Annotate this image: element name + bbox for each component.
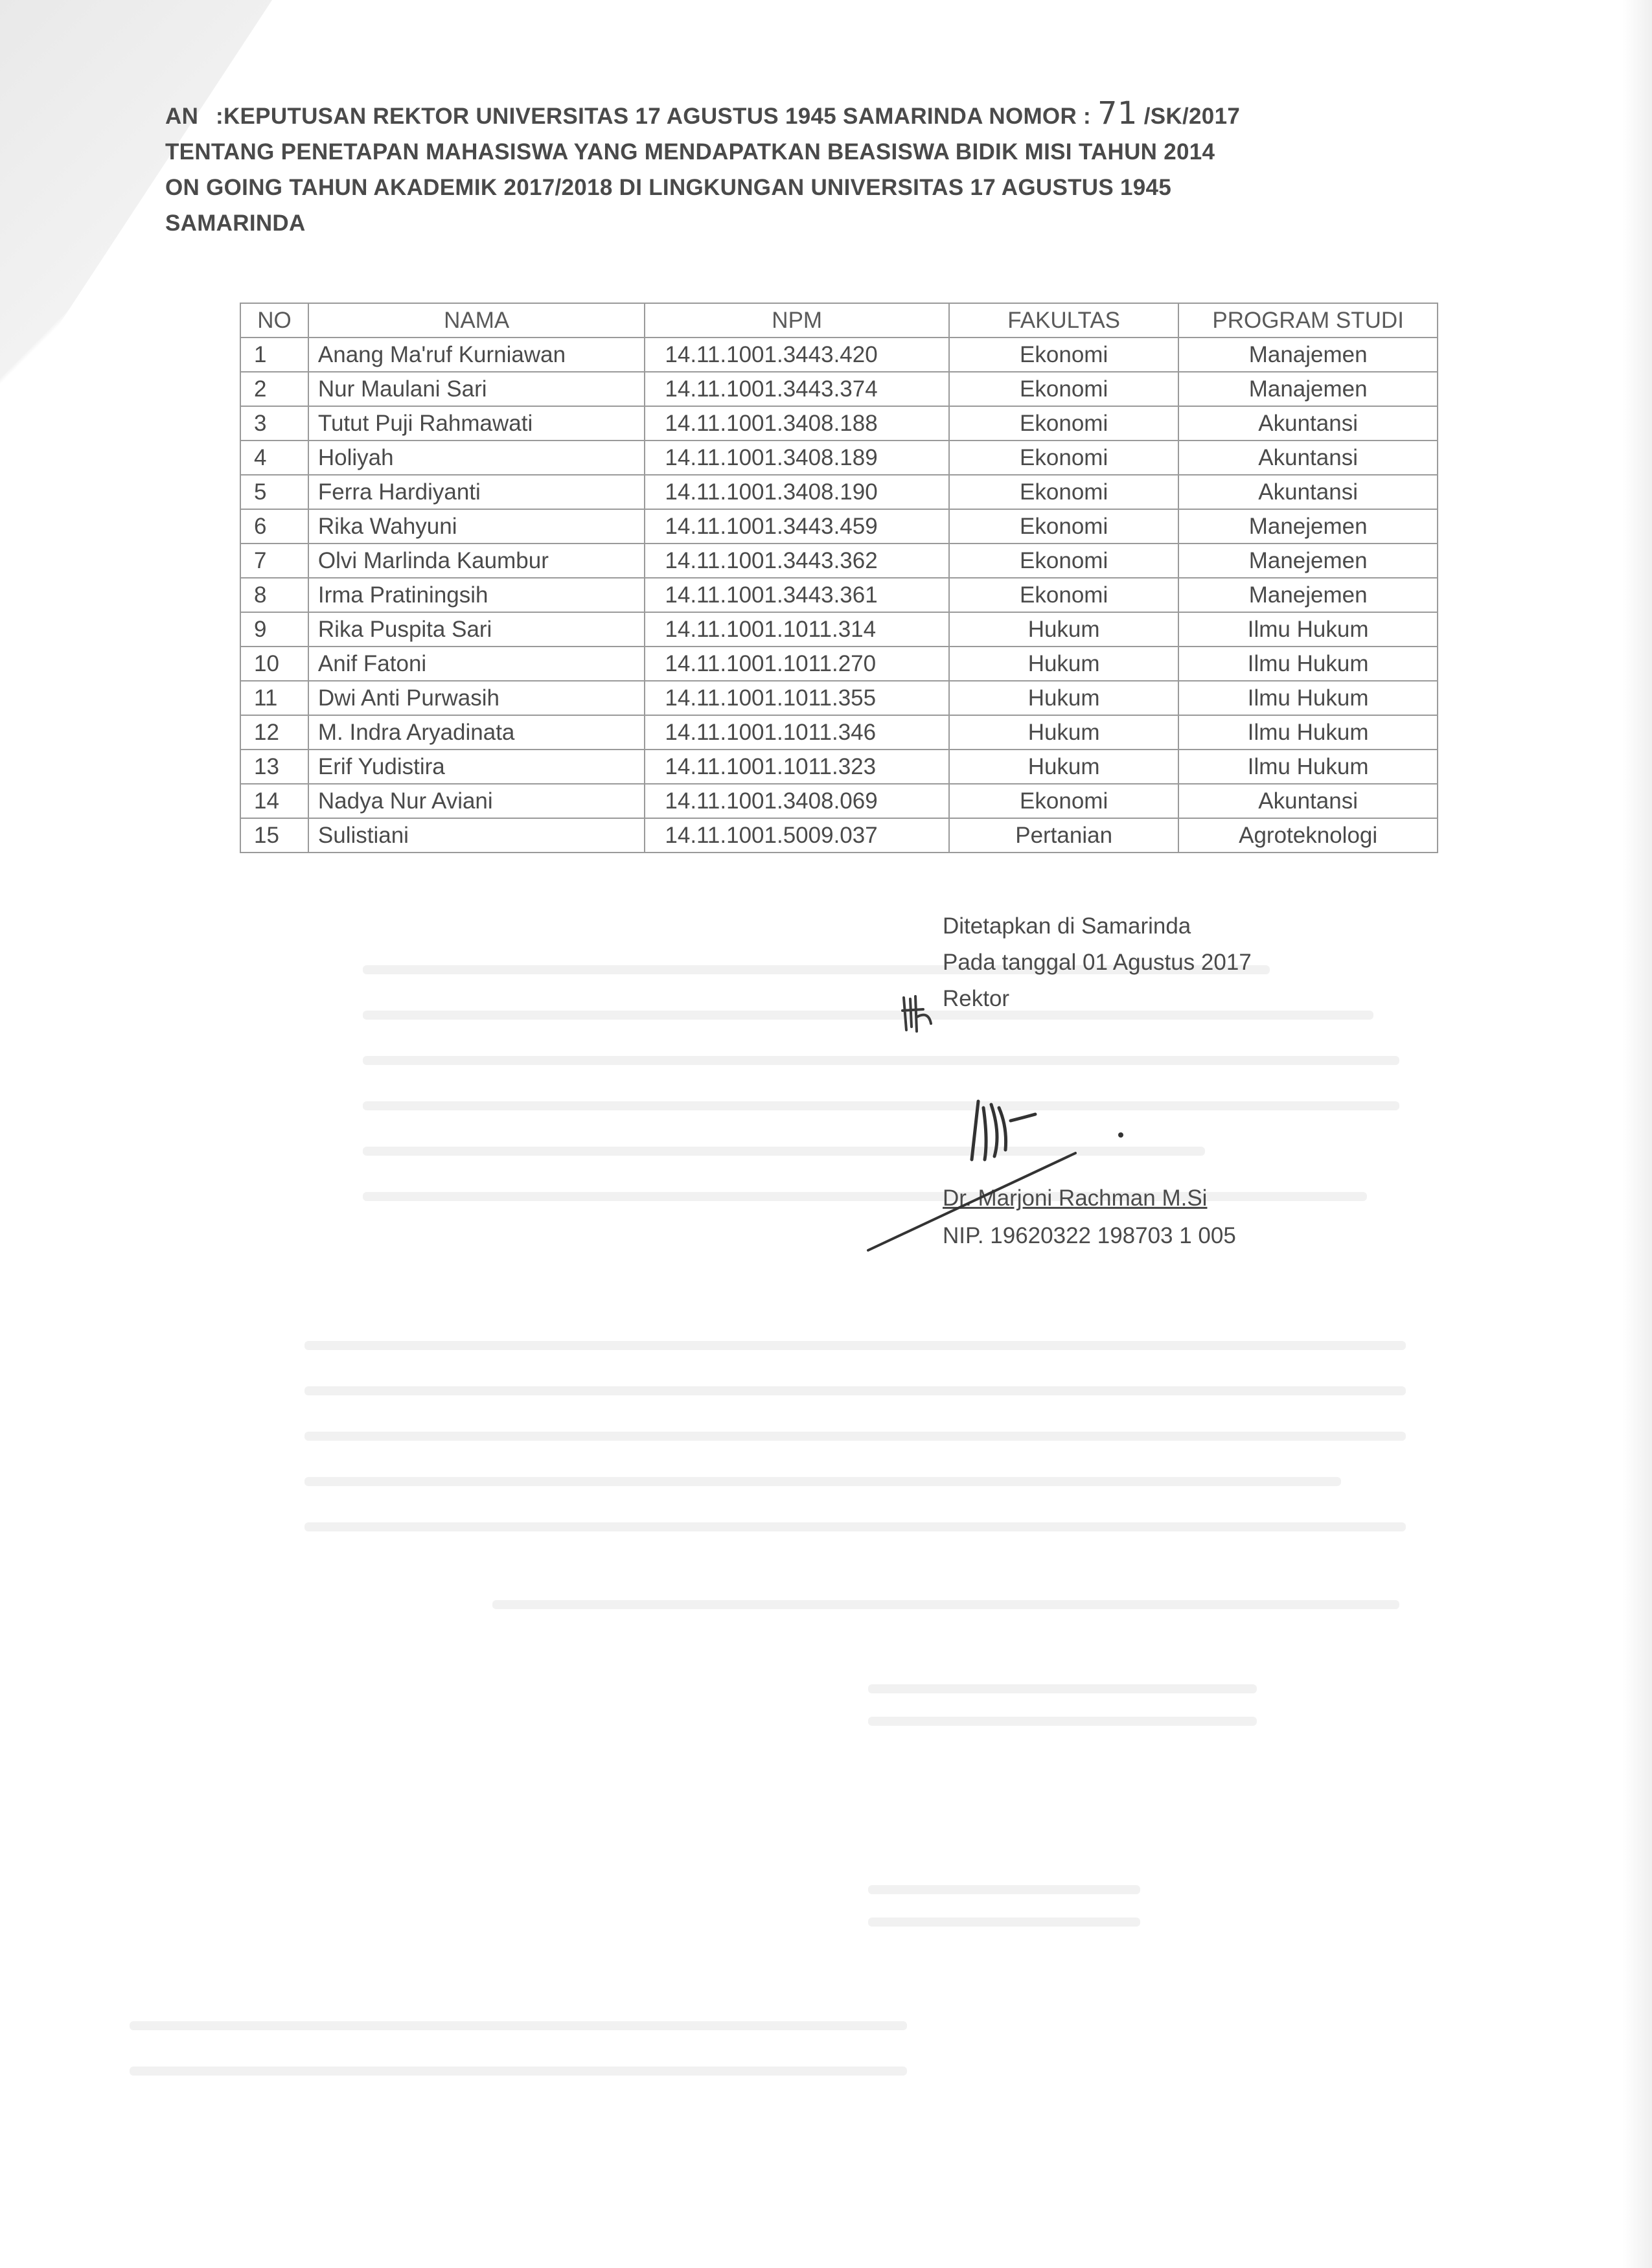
heading-line-4: SAMARINDA bbox=[165, 211, 306, 236]
cell-fakultas: Ekonomi bbox=[949, 784, 1178, 818]
cell-no: 3 bbox=[240, 406, 308, 441]
cell-nama: Nur Maulani Sari bbox=[308, 372, 645, 406]
cell-npm: 14.11.1001.1011.355 bbox=[645, 681, 949, 715]
cell-program-studi: Manejemen bbox=[1178, 509, 1438, 544]
table-row bbox=[240, 681, 1438, 715]
cell-npm: 14.11.1001.3443.420 bbox=[645, 338, 949, 372]
bleed-through-line bbox=[868, 1918, 1140, 1927]
bleed-through-line bbox=[363, 1056, 1399, 1065]
heading-line-1: :KEPUTUSAN REKTOR UNIVERSITAS 17 AGUSTUS 1945 SAMARINDA NOMOR : bbox=[216, 104, 1092, 129]
table-row bbox=[240, 372, 1438, 406]
bleed-through-line bbox=[130, 2067, 907, 2076]
column-header-fakultas: FAKULTAS bbox=[949, 303, 1178, 338]
cell-nama: Nadya Nur Aviani bbox=[308, 784, 645, 818]
decree-number: 71 bbox=[1097, 95, 1138, 132]
cell-fakultas: Hukum bbox=[949, 715, 1178, 750]
signatory-name: Dr. Marjoni Rachman M.Si bbox=[943, 1186, 1208, 1211]
cell-nama: M. Indra Aryadinata bbox=[308, 715, 645, 750]
cell-no: 15 bbox=[240, 818, 308, 853]
bleed-through-line bbox=[492, 1600, 1399, 1609]
cell-program-studi: Ilmu Hukum bbox=[1178, 681, 1438, 715]
table-row bbox=[240, 784, 1438, 818]
cell-npm: 14.11.1001.1011.314 bbox=[645, 612, 949, 647]
cell-program-studi: Manajemen bbox=[1178, 372, 1438, 406]
cell-npm: 14.11.1001.1011.270 bbox=[645, 647, 949, 681]
cell-program-studi: Ilmu Hukum bbox=[1178, 750, 1438, 784]
cell-nama: Sulistiani bbox=[308, 818, 645, 853]
cell-fakultas: Ekonomi bbox=[949, 372, 1178, 406]
cell-fakultas: Ekonomi bbox=[949, 475, 1178, 509]
cell-no: 9 bbox=[240, 612, 308, 647]
cell-no: 8 bbox=[240, 578, 308, 612]
bleed-through-line bbox=[868, 1684, 1257, 1693]
decree-heading bbox=[165, 96, 1377, 241]
bleed-through-line bbox=[304, 1522, 1406, 1531]
cell-fakultas: Hukum bbox=[949, 647, 1178, 681]
cell-nama: Holiyah bbox=[308, 441, 645, 475]
cell-nama: Tutut Puji Rahmawati bbox=[308, 406, 645, 441]
cell-fakultas: Ekonomi bbox=[949, 406, 1178, 441]
cell-npm: 14.11.1001.3443.362 bbox=[645, 544, 949, 578]
cell-npm: 14.11.1001.3408.188 bbox=[645, 406, 949, 441]
heading-line-2: TENTANG PENETAPAN MAHASISWA YANG MENDAPATKAN BEASISWA BIDIK MISI TAHUN 2014 bbox=[165, 139, 1215, 165]
cell-nama: Olvi Marlinda Kaumbur bbox=[308, 544, 645, 578]
table-row bbox=[240, 544, 1438, 578]
table-row bbox=[240, 750, 1438, 784]
column-header-program-studi: PROGRAM STUDI bbox=[1178, 303, 1438, 338]
decree-suffix: /SK/2017 bbox=[1143, 104, 1241, 129]
cell-no: 7 bbox=[240, 544, 308, 578]
page-edge-shadow bbox=[1623, 0, 1652, 2268]
cell-npm: 14.11.1001.3408.190 bbox=[645, 475, 949, 509]
cell-npm: 14.11.1001.3443.361 bbox=[645, 578, 949, 612]
cell-nama: Rika Puspita Sari bbox=[308, 612, 645, 647]
signature-date: Pada tanggal 01 Agustus 2017 bbox=[943, 950, 1252, 975]
cell-nama: Anang Ma'ruf Kurniawan bbox=[308, 338, 645, 372]
bleed-through-line bbox=[130, 2021, 907, 2030]
table-row bbox=[240, 338, 1438, 372]
handwritten-signature bbox=[862, 1082, 1134, 1257]
initials-paraf bbox=[897, 991, 943, 1043]
bleed-through-line bbox=[868, 1717, 1257, 1726]
cell-program-studi: Manajemen bbox=[1178, 338, 1438, 372]
cell-fakultas: Ekonomi bbox=[949, 509, 1178, 544]
cell-program-studi: Akuntansi bbox=[1178, 406, 1438, 441]
cell-program-studi: Manejemen bbox=[1178, 544, 1438, 578]
cell-npm: 14.11.1001.1011.346 bbox=[645, 715, 949, 750]
cell-no: 5 bbox=[240, 475, 308, 509]
column-header-nama: NAMA bbox=[308, 303, 645, 338]
cell-fakultas: Pertanian bbox=[949, 818, 1178, 853]
cell-no: 10 bbox=[240, 647, 308, 681]
cell-npm: 14.11.1001.3443.459 bbox=[645, 509, 949, 544]
student-table bbox=[240, 303, 1438, 853]
cell-program-studi: Manejemen bbox=[1178, 578, 1438, 612]
cell-program-studi: Akuntansi bbox=[1178, 784, 1438, 818]
table-header-row bbox=[240, 303, 1438, 338]
cell-fakultas: Hukum bbox=[949, 681, 1178, 715]
heading-prefix: AN bbox=[165, 104, 199, 129]
cell-npm: 14.11.1001.3408.189 bbox=[645, 441, 949, 475]
cell-program-studi: Akuntansi bbox=[1178, 475, 1438, 509]
cell-nama: Irma Pratiningsih bbox=[308, 578, 645, 612]
cell-no: 12 bbox=[240, 715, 308, 750]
cell-nama: Rika Wahyuni bbox=[308, 509, 645, 544]
signature-block bbox=[943, 908, 1252, 1248]
cell-fakultas: Ekonomi bbox=[949, 544, 1178, 578]
cell-nama: Ferra Hardiyanti bbox=[308, 475, 645, 509]
cell-fakultas: Hukum bbox=[949, 612, 1178, 647]
cell-fakultas: Ekonomi bbox=[949, 441, 1178, 475]
table-row bbox=[240, 441, 1438, 475]
cell-no: 14 bbox=[240, 784, 308, 818]
cell-nama: Anif Fatoni bbox=[308, 647, 645, 681]
bleed-through-line bbox=[304, 1432, 1406, 1441]
signature-title: Rektor bbox=[943, 986, 1010, 1011]
cell-npm: 14.11.1001.1011.323 bbox=[645, 750, 949, 784]
cell-program-studi: Agroteknologi bbox=[1178, 818, 1438, 853]
cell-npm: 14.11.1001.3408.069 bbox=[645, 784, 949, 818]
table-row bbox=[240, 578, 1438, 612]
cell-no: 4 bbox=[240, 441, 308, 475]
column-header-npm: NPM bbox=[645, 303, 949, 338]
bleed-through-line bbox=[304, 1341, 1406, 1350]
table-row bbox=[240, 475, 1438, 509]
cell-fakultas: Hukum bbox=[949, 750, 1178, 784]
signature-place: Ditetapkan di Samarinda bbox=[943, 913, 1191, 939]
signatory-nip: NIP. 19620322 198703 1 005 bbox=[943, 1223, 1236, 1248]
cell-no: 11 bbox=[240, 681, 308, 715]
cell-fakultas: Ekonomi bbox=[949, 338, 1178, 372]
table-row bbox=[240, 406, 1438, 441]
cell-no: 6 bbox=[240, 509, 308, 544]
table-row bbox=[240, 612, 1438, 647]
cell-program-studi: Ilmu Hukum bbox=[1178, 715, 1438, 750]
cell-no: 2 bbox=[240, 372, 308, 406]
table-row bbox=[240, 715, 1438, 750]
table-row bbox=[240, 509, 1438, 544]
cell-program-studi: Ilmu Hukum bbox=[1178, 612, 1438, 647]
column-header-no: NO bbox=[240, 303, 308, 338]
table-row bbox=[240, 818, 1438, 853]
heading-line-3: ON GOING TAHUN AKADEMIK 2017/2018 DI LINGKUNGAN UNIVERSITAS 17 AGUSTUS 1945 bbox=[165, 175, 1172, 200]
bleed-through-line bbox=[304, 1477, 1341, 1486]
cell-nama: Erif Yudistira bbox=[308, 750, 645, 784]
cell-program-studi: Ilmu Hukum bbox=[1178, 647, 1438, 681]
cell-no: 13 bbox=[240, 750, 308, 784]
table-row bbox=[240, 647, 1438, 681]
bleed-through-line bbox=[868, 1885, 1140, 1894]
cell-program-studi: Akuntansi bbox=[1178, 441, 1438, 475]
cell-fakultas: Ekonomi bbox=[949, 578, 1178, 612]
bleed-through-line bbox=[304, 1386, 1406, 1395]
cell-npm: 14.11.1001.5009.037 bbox=[645, 818, 949, 853]
cell-npm: 14.11.1001.3443.374 bbox=[645, 372, 949, 406]
cell-nama: Dwi Anti Purwasih bbox=[308, 681, 645, 715]
cell-no: 1 bbox=[240, 338, 308, 372]
